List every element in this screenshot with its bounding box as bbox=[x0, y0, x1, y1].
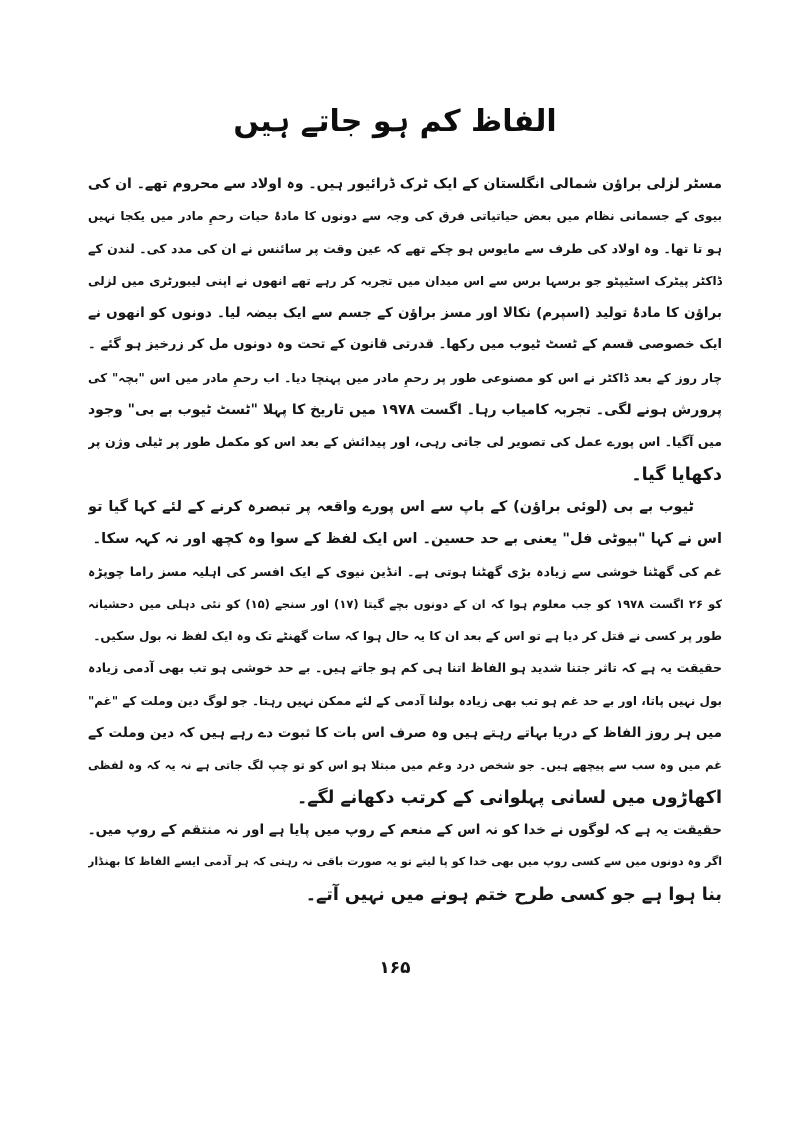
body-text bbox=[88, 168, 722, 911]
text-line: ٹیوب بے بی (لوئی براؤن) کے باپ سے اس پورے واقعہ پر تبصرہ کرنے کے لئے کہا گیا تو bbox=[88, 498, 694, 515]
text-line: میں ہر روز الفاظ کے دریا بہاتے رہتے ہیں وہ صرف اس بات کا ثبوت دے رہے ہیں کہ دین وملت کے bbox=[88, 725, 722, 742]
text-line: بنا ہوا ہے جو کسی طرح ختم ہونے میں نہیں آتے۔ bbox=[305, 884, 722, 905]
text-line: حقیقت یہ ہے کہ تاثر جتنا شدید ہو الفاظ اتنا ہی کم ہو جاتے ہیں۔ بے حد خوشی ہو تب بھی آدمی زیادہ bbox=[88, 660, 722, 676]
text-line: اکھاڑوں میں لسانی پہلوانی کے کرتب دکھانے لگے۔ bbox=[297, 787, 722, 808]
text-line: غم کی گھٹنا خوشی سے زیادہ بڑی گھٹنا ہوتی ہے۔ انڈین نیوی کے ایک افسر کی اہلیہ مسز راما چوپڑہ bbox=[88, 563, 722, 579]
text-line: اس نے کہا "بیوٹی فل" یعنی بے حد حسین۔ اس ایک لفظ کے سوا وہ کچھ اور نہ کہہ سکا۔ bbox=[92, 531, 722, 548]
text-line: بول نہیں پاتا، اور بے حد غم ہو تب بھی زیادہ بولنا آدمی کے لئے ممکن نہیں رہتا۔ جو لوگ دین وملت کے "غم" bbox=[88, 693, 722, 708]
text-line: بیوی کے جسمانی نظام میں بعض حیاتیاتی فرق کی وجہ سے دونوں کا مادۂ حیات رحمِ مادر میں یکجا نہیں bbox=[88, 209, 722, 224]
text-line: مسٹر لزلی براؤن شمالی انگلستان کے ایک ٹرک ڈرائیور ہیں۔ وہ اولاد سے محروم تھے۔ ان کی bbox=[88, 176, 722, 192]
text-line: طور پر کسی نے قتل کر دیا ہے تو اس کے بعد ان کا یہ حال ہوا کہ سات گھنٹے تک وہ ایک لفظ نہ بول سکیں۔ bbox=[93, 629, 722, 644]
page-number: ۱۶۵ bbox=[379, 958, 411, 978]
text-line: دکھایا گیا۔ bbox=[631, 464, 722, 485]
text-line: ڈاکٹر پیٹرک اسٹیپٹو جو برسہا برس سے اس میدان میں تجربہ کر رہے تھے انھوں نے اپنی لیبورٹری میں لزلی bbox=[88, 273, 722, 288]
text-line: غم میں وہ سب سے پیچھے ہیں۔ جو شخص درد وغم میں مبتلا ہو اس کو تو چپ لگ جاتی ہے نہ یہ کہ وہ لفظی bbox=[88, 758, 722, 773]
text-line: میں آگیا۔ اس پورے عمل کی تصویر لی جاتی رہی، اور پیدائش کے بعد اس کو مکمل طور پر ٹیلی وژن پر bbox=[88, 434, 722, 450]
text-line: کو ۲۶ اگست ۱۹۷۸ کو جب معلوم ہوا کہ ان کے دونوں بچے گیتا (۱۷) اور سنجے (۱۵) کو نئی دہلی میں دحشیانہ bbox=[88, 596, 722, 611]
text-line: براؤن کا مادۂ تولید (اسپرم) نکالا اور مسز براؤن کے جسم سے ایک بیضہ لیا۔ دونوں کو انھوں نے bbox=[88, 305, 722, 322]
page-title: الفاظ کم ہو جاتے ہیں bbox=[233, 104, 557, 139]
text-line: چار روز کے بعد ڈاکٹر نے اس کو مصنوعی طور پر رحمِ مادر میں پہنچا دیا۔ اب رحمِ مادر میں اس "بچہ" کی bbox=[88, 370, 722, 385]
text-line: پرورش ہونے لگی۔ تجربہ کامیاب رہا۔ اگست ۱۹۷۸ میں تاریخ کا پہلا "ٹسٹ ٹیوب بے بی" وجود bbox=[88, 402, 722, 419]
text-line: حقیقت یہ ہے کہ لوگوں نے خدا کو نہ اس کے منعم کے روپ میں پایا ہے اور نہ منتقم کے روپ میں۔ bbox=[88, 821, 722, 838]
text-line: ہو تا تھا۔ وہ اولاد کی طرف سے مایوس ہو چکے تھے کہ عین وقت پر سائنس نے ان کی مدد کی۔ لندن کے bbox=[88, 240, 722, 256]
text-line: ایک خصوصی قسم کے ٹسٹ ٹیوب میں رکھا۔ قدرتی قانون کے تحت وہ دونوں مل کر زرخیز ہو گئے ۔ bbox=[88, 337, 722, 353]
text-line: اگر وہ دونوں میں سے کسی روپ میں بھی خدا کو پا لیتے تو یہ صورت باقی نہ رہتی کہ ہر آدمی ایسے الفاظ کا بھنڈار bbox=[88, 855, 722, 869]
